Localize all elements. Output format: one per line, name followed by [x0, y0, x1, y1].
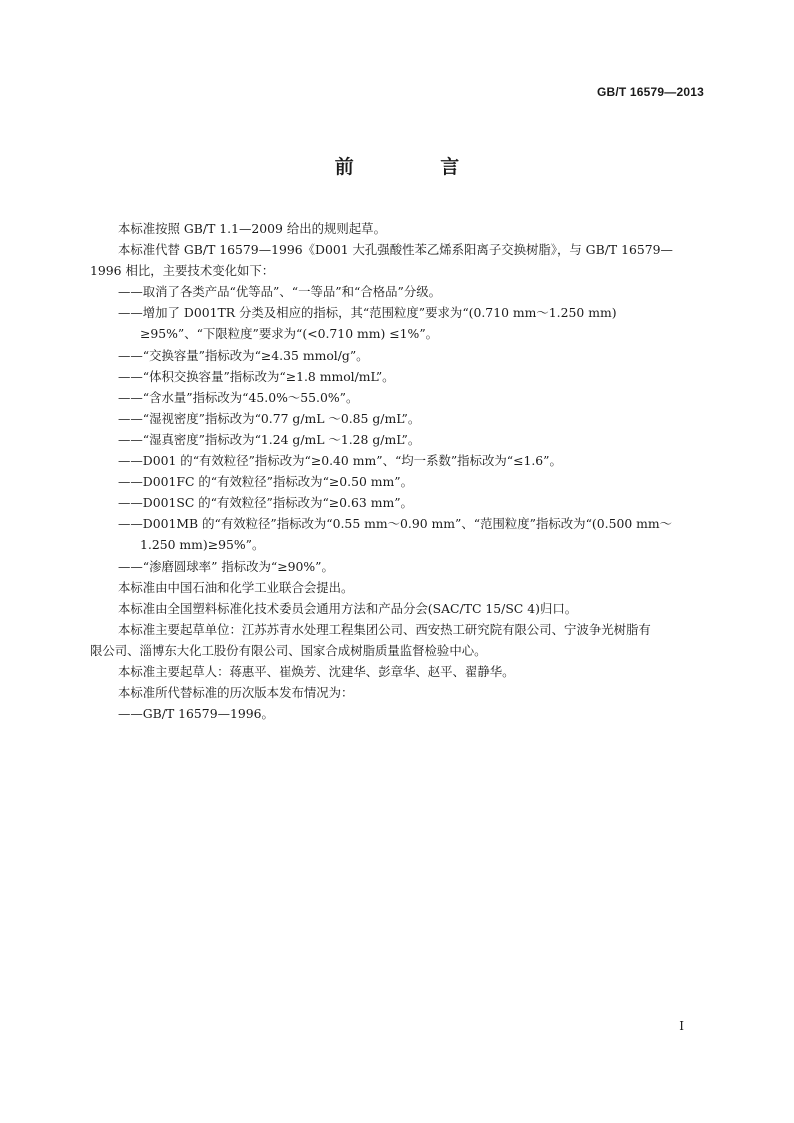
- paragraph-proposed-by: 本标准由中国石油和化学工业联合会提出。: [118, 579, 354, 595]
- page-title: 前 言: [334, 156, 500, 178]
- document-body: [90, 218, 704, 724]
- previous-edition-item: ——GB/T 16579—1996。: [118, 706, 274, 722]
- change-item: ——增加了 D001TR 分类及相应的指标，其“范围粒度”要求为“(0.710 mm～1.250 mm): [118, 305, 617, 321]
- change-item: ——“体积交换容量”指标改为“≥1.8 mmol/mL”。: [118, 368, 395, 384]
- change-item-continued: ≥95%”、“下限粒度”要求为“(<0.710 mm) ≤1%”。: [140, 326, 439, 342]
- change-item: ——“湿真密度”指标改为“1.24 g/mL ～1.28 g/mL”。: [118, 431, 421, 447]
- change-item: ——D001 的“有效粒径”指标改为“≥0.40 mm”、“均一系数”指标改为“≤1.6”。: [118, 453, 562, 469]
- paragraph-under-jurisdiction: 本标准由全国塑料标准化技术委员会通用方法和产品分会(SAC/TC 15/SC 4)归口。: [118, 600, 578, 616]
- change-item: ——D001FC 的“有效粒径”指标改为“≥0.50 mm”。: [118, 474, 414, 490]
- standard-number: GB/T 16579—2013: [596, 85, 704, 99]
- paragraph-drafting-units-continued: 限公司、淄博东大化工股份有限公司、国家合成树脂质量监督检验中心。: [90, 642, 487, 658]
- page-number: I: [679, 1019, 684, 1033]
- change-item: ——取消了各类产品“优等品”、“一等品”和“合格品”分级。: [118, 284, 441, 300]
- change-item: ——D001SC 的“有效粒径”指标改为“≥0.63 mm”。: [118, 495, 413, 511]
- change-item: ——“交换容量”指标改为“≥4.35 mmol/g”。: [118, 347, 369, 363]
- paragraph-drafters: 本标准主要起草人：蒋惠平、崔焕芳、沈建华、彭章华、赵平、翟静华。: [118, 663, 515, 679]
- change-item-continued: 1.250 mm)≥95%”。: [140, 537, 265, 553]
- change-item: ——“湿视密度”指标改为“0.77 g/mL ～0.85 g/mL”。: [118, 410, 421, 426]
- paragraph-replaces-continued: 1996 相比，主要技术变化如下：: [90, 263, 275, 279]
- paragraph-drafting-units: 本标准主要起草单位：江苏苏青水处理工程集团公司、西安热工研究院有限公司、宁波争光树脂有: [118, 621, 651, 637]
- paragraph-drafting-rules: 本标准按照 GB/T 1.1—2009 给出的规则起草。: [118, 221, 386, 236]
- paragraph-previous-editions: 本标准所代替标准的历次版本发布情况为：: [118, 685, 354, 701]
- change-item: ——“渗磨圆球率” 指标改为“≥90%”。: [118, 558, 334, 574]
- change-item: ——D001MB 的“有效粒径”指标改为“0.55 mm～0.90 mm”、“范围粒度”指标改为“(0.500 mm～: [118, 516, 673, 532]
- change-item: ——“含水量”指标改为“45.0%～55.0%”。: [118, 389, 359, 405]
- paragraph-replaces: 本标准代替 GB/T 16579—1996《D001 大孔强酸性苯乙烯系阳离子交换树脂》，与 GB/T 16579—: [118, 242, 673, 258]
